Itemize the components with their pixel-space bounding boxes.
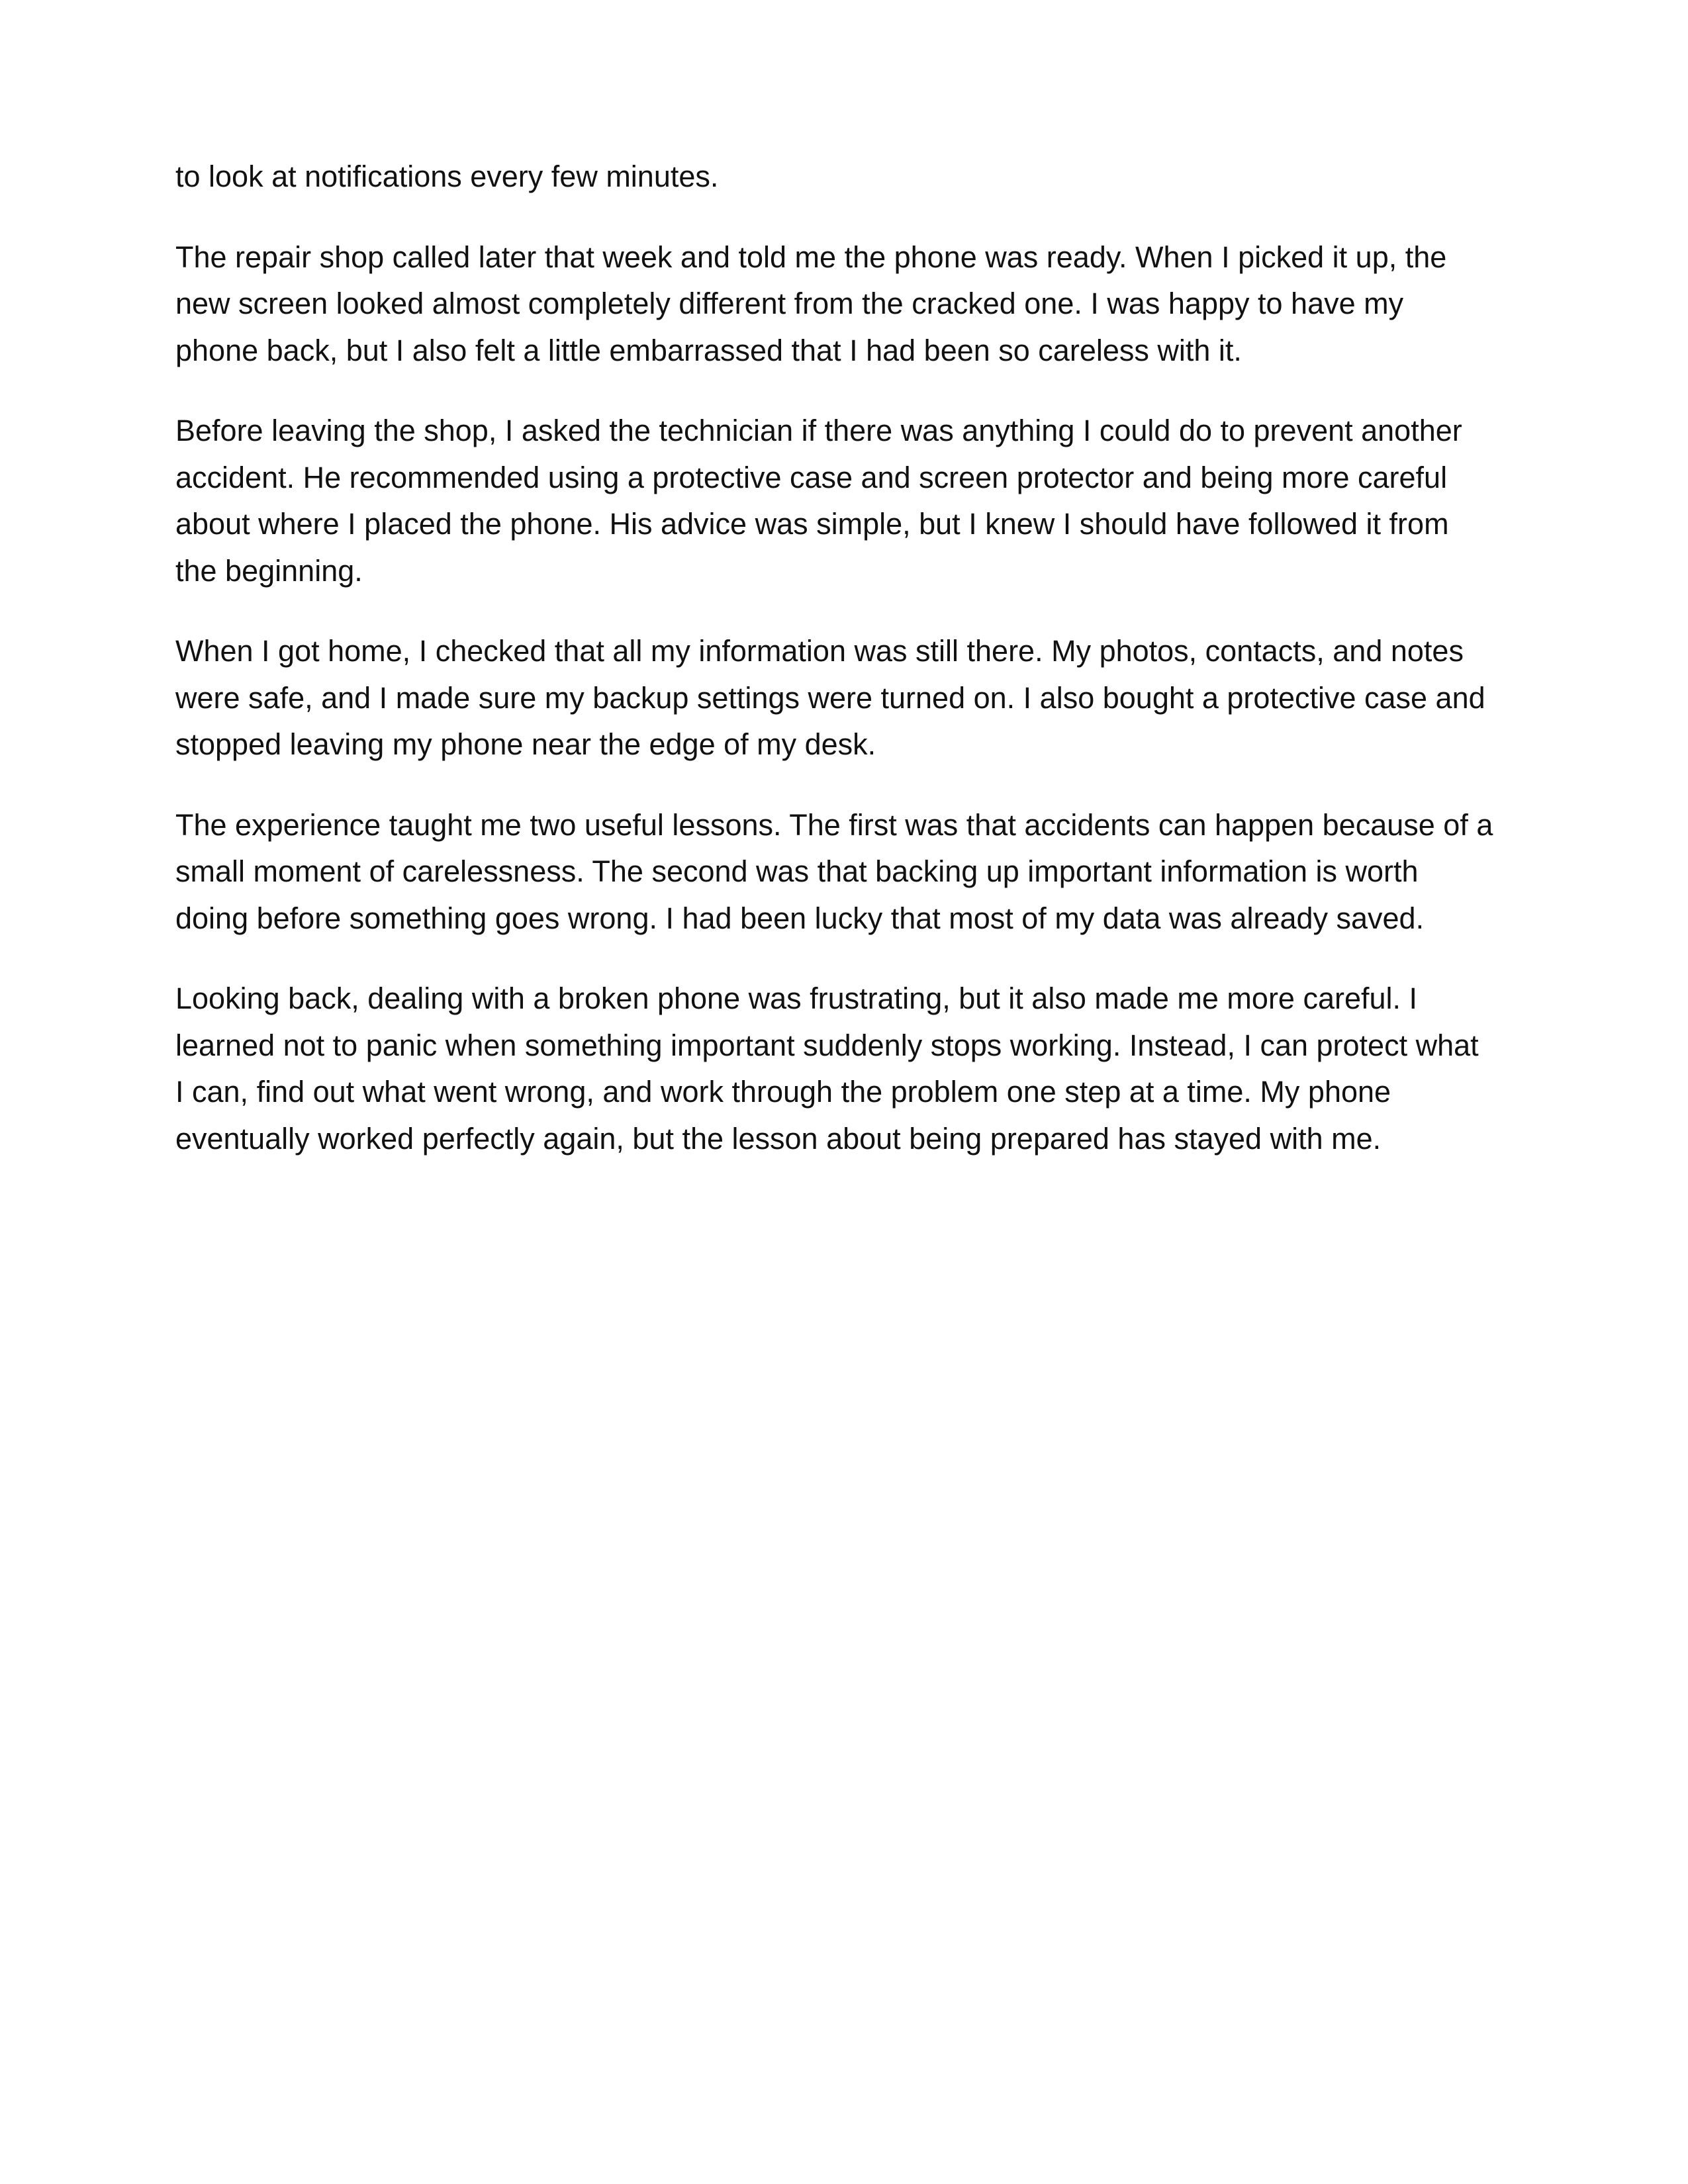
paragraph-2 — [175, 234, 1529, 375]
paragraph-line: The experience taught me two useful lessons. The first was that accidents can happen because of a — [175, 807, 1493, 842]
paragraph-line: eventually worked perfectly again, but the lesson about being prepared has stayed with me. — [175, 1121, 1382, 1156]
paragraph-line: Before leaving the shop, I asked the technician if there was anything I could do to prevent another — [175, 414, 1462, 447]
paragraph-line: new screen looked almost completely different from the cracked one. I was happy to have my — [175, 287, 1404, 320]
document-body — [175, 154, 1529, 1196]
paragraph-4 — [175, 628, 1529, 768]
paragraph-line: the beginning. — [175, 553, 363, 588]
paragraph-line: Looking back, dealing with a broken phone was frustrating, but it also made me more careful. I — [175, 981, 1418, 1015]
paragraph-line: phone back, but I also felt a little embarrassed that I had been so careless with it. — [175, 333, 1242, 367]
paragraph-5 — [175, 802, 1529, 942]
paragraph-line: about where I placed the phone. His advice was simple, but I knew I should have followed it from — [175, 507, 1449, 541]
paragraph-line: to look at notifications every few minutes. — [175, 159, 719, 193]
paragraph-line: were safe, and I made sure my backup settings were turned on. I also bought a protective case and — [175, 680, 1485, 715]
paragraph-3 — [175, 408, 1529, 594]
paragraph-line: accident. He recommended using a protective case and screen protector and being more careful — [175, 460, 1448, 494]
paragraph-line: doing before something goes wrong. I had been lucky that most of my data was already saved. — [175, 901, 1425, 935]
paragraph-6 — [175, 976, 1529, 1162]
paragraph-line: small moment of carelessness. The second was that backing up important information is worth — [175, 854, 1419, 888]
paragraph-line: learned not to panic when something important suddenly stops working. Instead, I can protect what — [175, 1028, 1479, 1062]
paragraph-line: The repair shop called later that week and told me the phone was ready. When I picked it up, the — [175, 240, 1447, 274]
paragraph-line: When I got home, I checked that all my information was still there. My photos, contacts, and notes — [175, 634, 1464, 668]
paragraph-1 — [175, 154, 1529, 201]
paragraph-line: I can, find out what went wrong, and work through the problem one step at a time. My phone — [175, 1075, 1391, 1109]
paragraph-line: stopped leaving my phone near the edge of my desk. — [175, 727, 876, 761]
